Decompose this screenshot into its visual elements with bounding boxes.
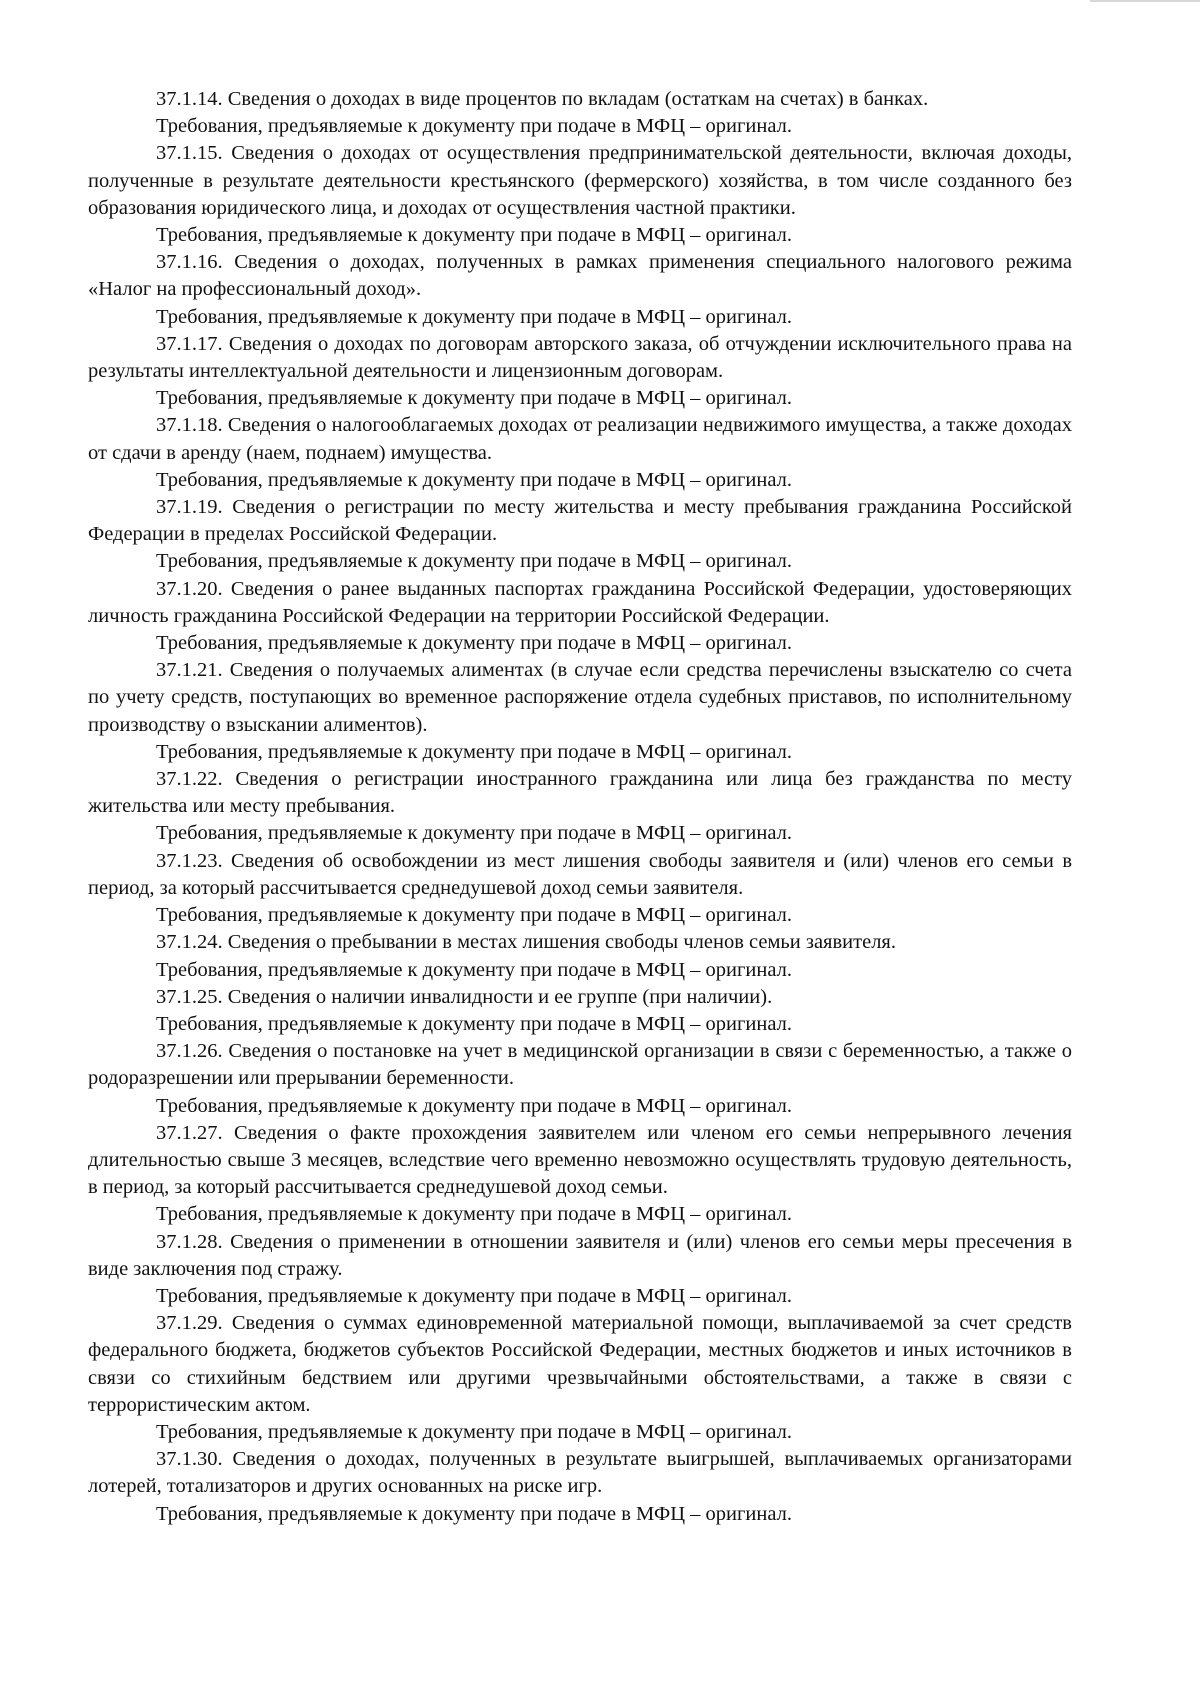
clause-paragraph: 37.1.14. Сведения о доходах в виде процентов по вкладам (остаткам на счетах) в банках. [156, 88, 929, 110]
requirement-paragraph: Требования, предъявляемые к документу при подаче в МФЦ – оригинал. [156, 1094, 792, 1117]
clause-paragraph: 37.1.15. Сведения о доходах от осуществления предпринимательской деятельности, включая доходы, полученные в результате деятельности крестьянского (фермерского) хозяйства, в том числе созданного без образования юридического лица, и доходах от осуществления частной практики. [88, 142, 1072, 219]
requirement-paragraph: Требования, предъявляемые к документу при подаче в МФЦ – оригинал. [156, 115, 792, 138]
requirement-paragraph: Требования, предъявляемые к документу при подаче в МФЦ – оригинал. [156, 550, 792, 573]
requirement-paragraph: Требования, предъявляемые к документу при подаче в МФЦ – оригинал. [156, 1012, 792, 1035]
clause-paragraph: 37.1.29. Сведения о суммах единовременной материальной помощи, выплачиваемой за счет средств федерального бюджета, бюджетов субъектов Российской Федерации, местных бюджетов и иных источников в связи со стихийным бедствием или другими чрезвычайными обстоятельствами, а также в связи с террористическим актом. [88, 1312, 1072, 1416]
clause-paragraph: 37.1.30. Сведения о доходах, полученных в результате выигрышей, выплачиваемых организаторами лотерей, тотализаторов и других основанных на риске игр. [88, 1448, 1072, 1498]
requirement-paragraph: Требования, предъявляемые к документу при подаче в МФЦ – оригинал. [156, 1203, 792, 1226]
clause-paragraph: 37.1.18. Сведения о налогооблагаемых доходах от реализации недвижимого имущества, а также доходах от сдачи в аренду (наем, поднаем) имущества. [88, 414, 1072, 464]
clause-paragraph: 37.1.23. Сведения об освобождении из мест лишения свободы заявителя и (или) членов его семьи в период, за который рассчитывается среднедушевой доход семьи заявителя. [88, 849, 1072, 899]
requirement-paragraph: Требования, предъявляемые к документу при подаче в МФЦ – оригинал. [156, 822, 792, 845]
clause-paragraph: 37.1.20. Сведения о ранее выданных паспортах гражданина Российской Федерации, удостоверяющих личность гражданина Российской Федерации на территории Российской Федерации. [88, 577, 1072, 627]
clause-paragraph: 37.1.19. Сведения о регистрации по месту жительства и месту пребывания гражданина Российской Федерации в пределах Российской Федерации. [88, 496, 1072, 546]
requirement-paragraph: Требования, предъявляемые к документу при подаче в МФЦ – оригинал. [156, 224, 792, 247]
requirement-paragraph: Требования, предъявляемые к документу при подаче в МФЦ – оригинал. [156, 904, 792, 927]
clause-paragraph: 37.1.16. Сведения о доходах, полученных в рамках применения специального налогового режима «Налог на профессиональный доход». [88, 251, 1072, 301]
requirement-paragraph: Требования, предъявляемые к документу при подаче в МФЦ – оригинал. [156, 1420, 792, 1443]
clause-paragraph: 37.1.25. Сведения о наличии инвалидности и ее группе (при наличии). [156, 985, 773, 1008]
requirement-paragraph: Требования, предъявляемые к документу при подаче в МФЦ – оригинал. [156, 740, 792, 763]
document-body [88, 86, 1072, 1528]
clause-paragraph: 37.1.27. Сведения о факте прохождения заявителем или членом его семьи непрерывного лечения длительностью свыше 3 месяцев, вследствие чего временно невозможно осуществлять трудовую деятельность, в период, за который рассчитывается среднедушевой доход семьи. [88, 1121, 1072, 1199]
requirement-paragraph: Требования, предъявляемые к документу при подаче в МФЦ – оригинал. [156, 958, 792, 981]
requirement-paragraph: Требования, предъявляемые к документу при подаче в МФЦ – оригинал. [156, 1502, 792, 1525]
clause-paragraph: 37.1.24. Сведения о пребывании в местах лишения свободы членов семьи заявителя. [156, 931, 896, 954]
clause-paragraph: 37.1.28. Сведения о применении в отношении заявителя и (или) членов его семьи меры пресечения в виде заключения под стражу. [88, 1230, 1072, 1280]
clause-paragraph: 37.1.22. Сведения о регистрации иностранного гражданина или лица без гражданства по месту жительства или месту пребывания. [88, 768, 1072, 818]
requirement-paragraph: Требования, предъявляемые к документу при подаче в МФЦ – оригинал. [156, 305, 792, 328]
clause-paragraph: 37.1.21. Сведения о получаемых алиментах (в случае если средства перечислены взыскателю со счета по учету средств, поступающих во временное распоряжение отдела судебных приставов, по исполнительному производству о взыскании алиментов). [88, 659, 1072, 736]
requirement-paragraph: Требования, предъявляемые к документу при подаче в МФЦ – оригинал. [156, 387, 792, 410]
requirement-paragraph: Требования, предъявляемые к документу при подаче в МФЦ – оригинал. [156, 632, 792, 655]
requirement-paragraph: Требования, предъявляемые к документу при подаче в МФЦ – оригинал. [156, 468, 792, 491]
scan-edge-mark [1090, 0, 1200, 2]
clause-paragraph: 37.1.17. Сведения о доходах по договорам авторского заказа, об отчуждении исключительного права на результаты интеллектуальной деятельности и лицензионным договорам. [88, 332, 1072, 383]
requirement-paragraph: Требования, предъявляемые к документу при подаче в МФЦ – оригинал. [156, 1284, 792, 1307]
clause-paragraph: 37.1.26. Сведения о постановке на учет в медицинской организации в связи с беременностью, а также о родоразрешении или прерывании беременности. [88, 1040, 1072, 1090]
